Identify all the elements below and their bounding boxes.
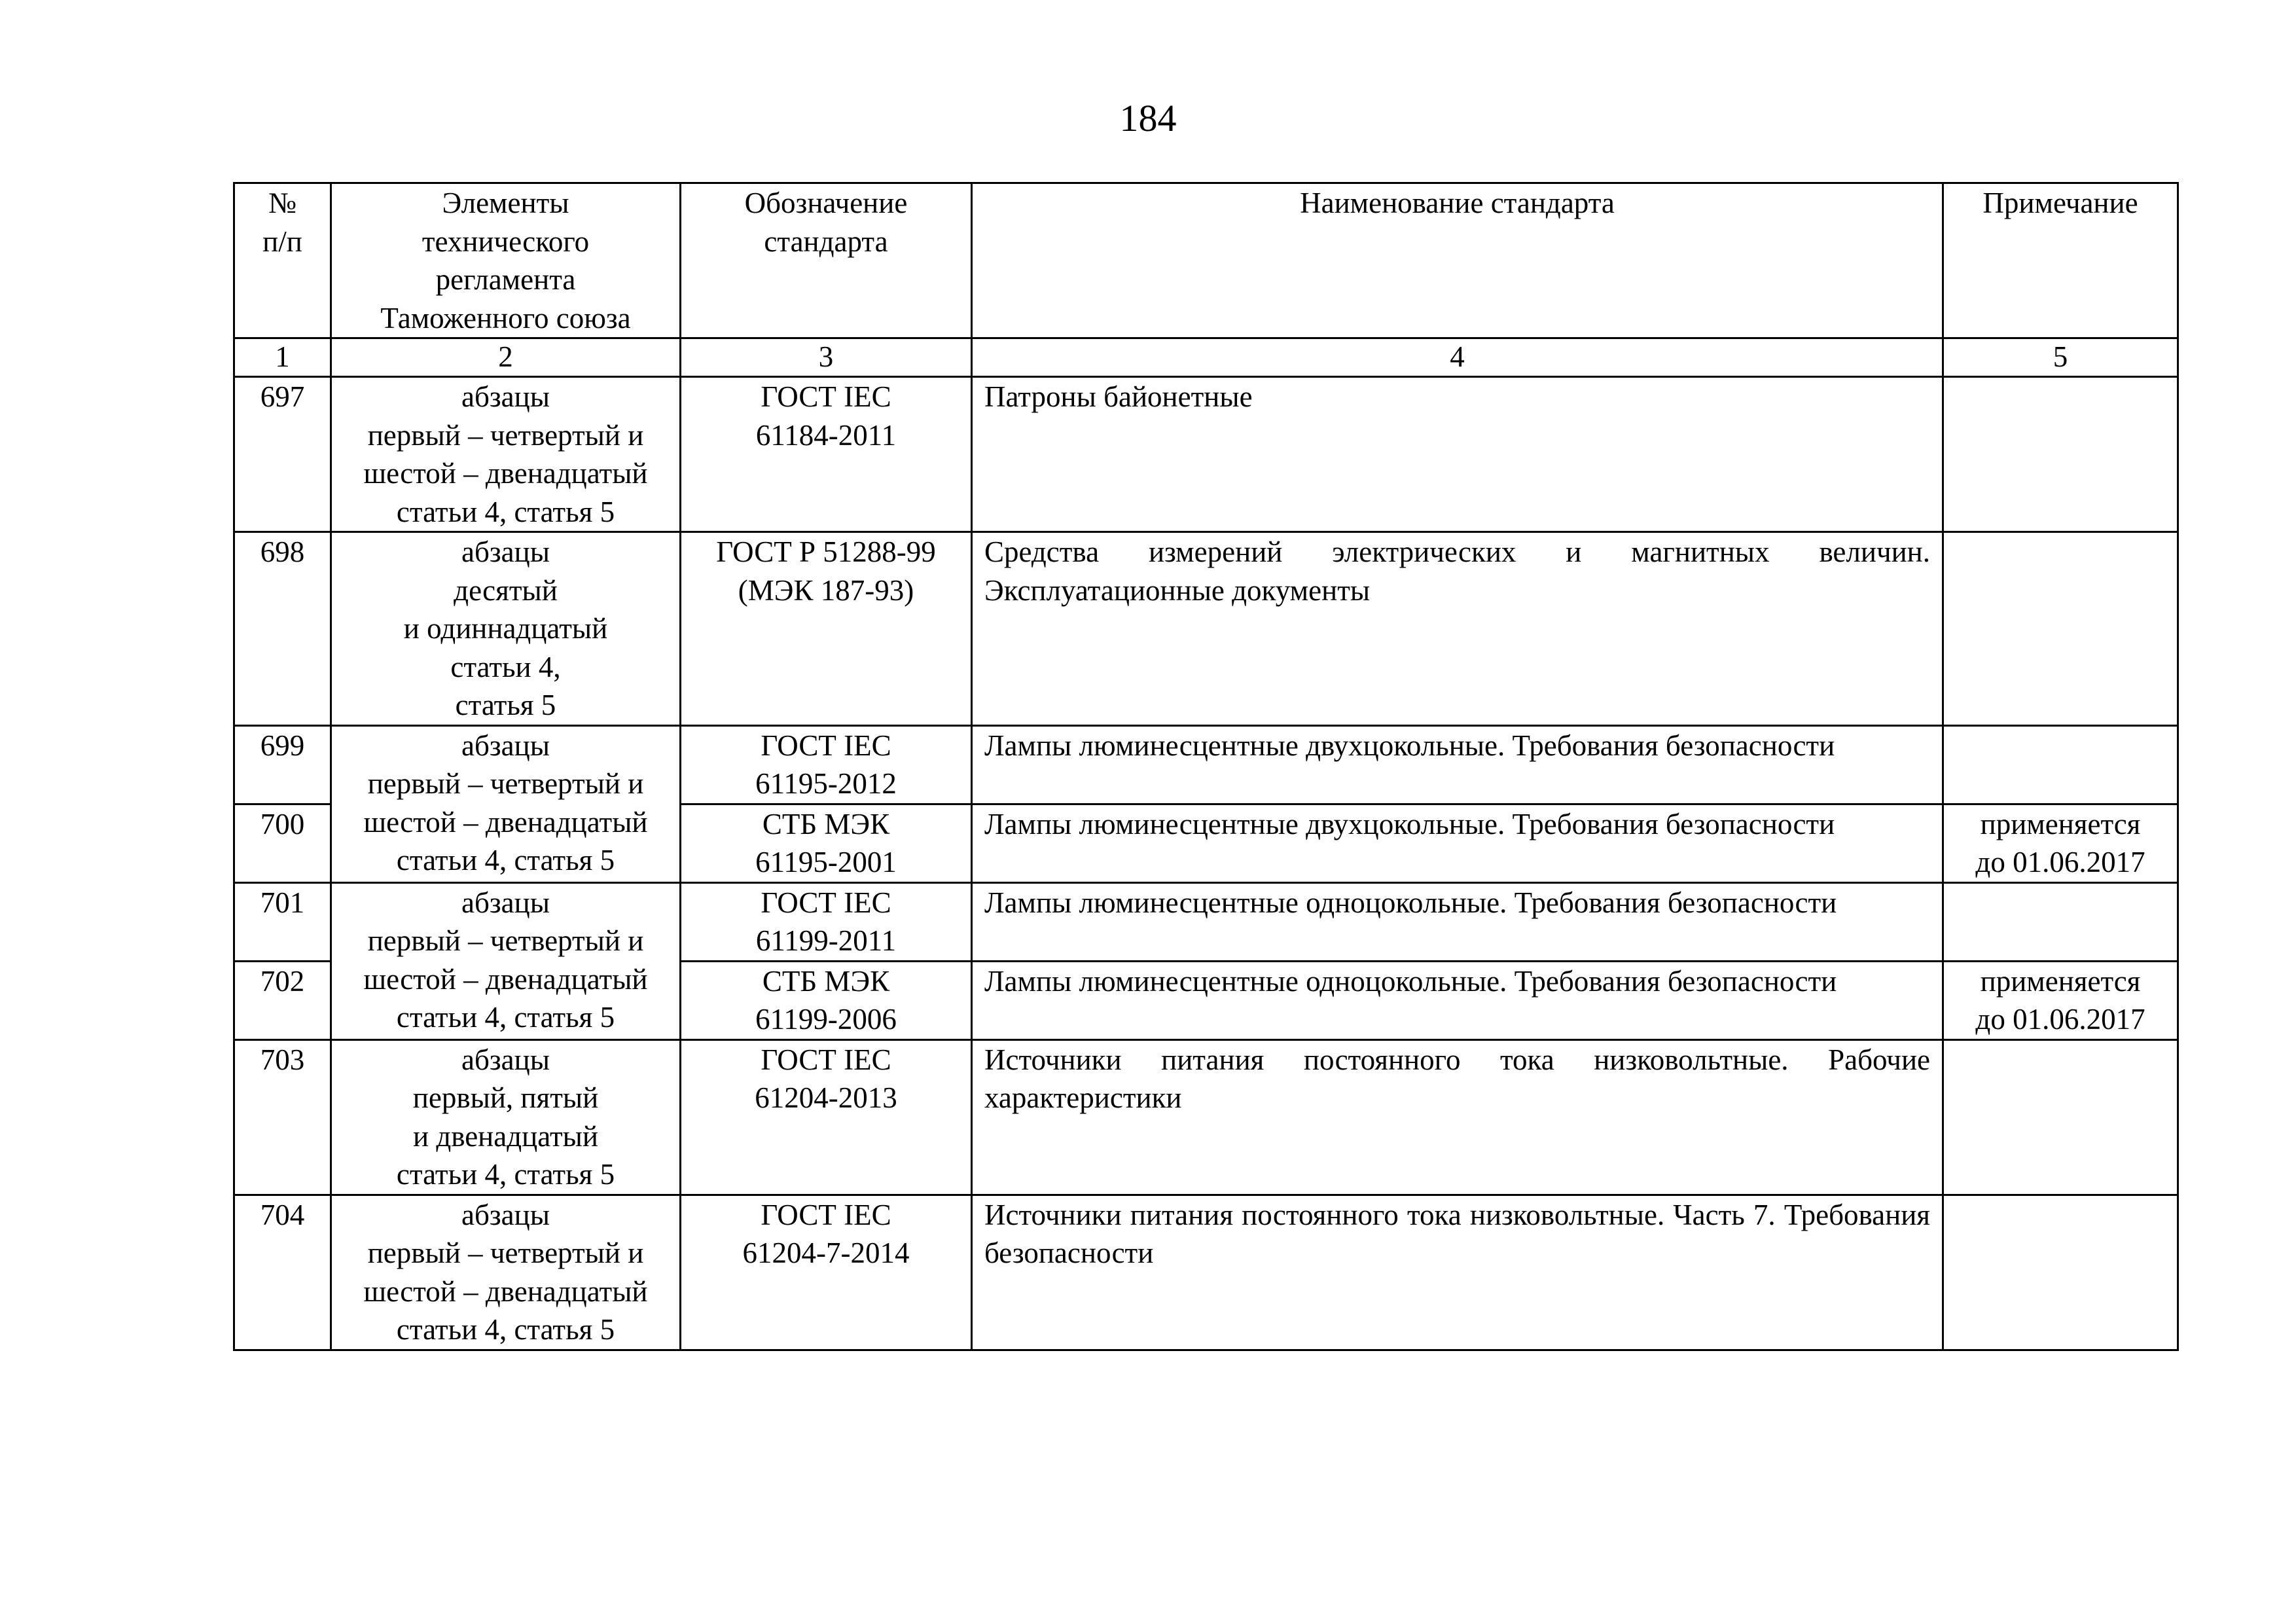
row-standard-name: Лампы люминесцентные одноцокольные. Требования безопасности [972,882,1943,961]
header-designation: Обозначение стандарта [681,183,972,338]
standards-table [233,182,2179,1351]
row-num: 704 [234,1195,331,1350]
row-standard-name: Средства измерений электрических и магнитных величин. Эксплуатационные документы [972,532,1943,726]
row-note [1943,377,2178,532]
row-designation: ГОСТ IEC 61204-2013 [681,1039,972,1195]
page-number: 184 [1119,97,1177,139]
row-standard-name: Источники питания постоянного тока низковольтные. Рабочие характеристики [972,1039,1943,1195]
row-elements: абзацы первый – четвертый и шестой – двенадцатый статьи 4, статья 5 [331,377,681,532]
row-designation: СТБ МЭК 61199-2006 [681,961,972,1039]
row-num: 697 [234,377,331,532]
row-designation: ГОСТ IEC 61184-2011 [681,377,972,532]
row-elements-merged: абзацы первый – четвертый и шестой – двенадцатый статьи 4, статья 5 [331,882,681,1039]
row-standard-name: Лампы люминесцентные одноцокольные. Требования безопасности [972,961,1943,1039]
row-standard-name: Источники питания постоянного тока низковольтные. Часть 7. Требования безопасности [972,1195,1943,1350]
header-name: Наименование стандарта [972,183,1943,338]
row-elements: абзацы десятый и одиннадцатый статьи 4, статья 5 [331,532,681,726]
row-num: 701 [234,882,331,961]
column-number: 5 [1943,338,2178,377]
table-header-row [234,183,2178,338]
column-number: 1 [234,338,331,377]
table-row [234,377,2178,532]
row-num: 698 [234,532,331,726]
row-num: 700 [234,804,331,882]
column-numbers-row [234,338,2178,377]
header-note: Примечание [1943,183,2178,338]
row-designation: ГОСТ IEC 61204-7-2014 [681,1195,972,1350]
row-note [1943,532,2178,726]
table-row [234,882,2178,961]
table-row [234,725,2178,804]
table-row [234,1195,2178,1350]
row-num: 699 [234,725,331,804]
row-elements: абзацы первый – четвертый и шестой – двенадцатый статьи 4, статья 5 [331,1195,681,1350]
table-row [234,532,2178,726]
row-designation: ГОСТ IEC 61195-2012 [681,725,972,804]
column-number: 4 [972,338,1943,377]
row-num: 703 [234,1039,331,1195]
row-note [1943,1195,2178,1350]
row-note: применяется до 01.06.2017 [1943,804,2178,882]
column-number: 3 [681,338,972,377]
row-elements-merged: абзацы первый – четвертый и шестой – двенадцатый статьи 4, статья 5 [331,725,681,882]
row-note [1943,725,2178,804]
header-elements: Элементы технического регламента Таможенного союза [331,183,681,338]
row-num: 702 [234,961,331,1039]
row-designation: ГОСТ IEC 61199-2011 [681,882,972,961]
header-num: № п/п [234,183,331,338]
row-elements: абзацы первый, пятый и двенадцатый статьи 4, статья 5 [331,1039,681,1195]
table-row [234,1039,2178,1195]
row-designation: СТБ МЭК 61195-2001 [681,804,972,882]
row-standard-name: Патроны байонетные [972,377,1943,532]
row-note [1943,1039,2178,1195]
row-note [1943,882,2178,961]
row-standard-name: Лампы люминесцентные двухцокольные. Требования безопасности [972,804,1943,882]
row-standard-name: Лампы люминесцентные двухцокольные. Требования безопасности [972,725,1943,804]
row-note: применяется до 01.06.2017 [1943,961,2178,1039]
column-number: 2 [331,338,681,377]
row-designation: ГОСТ Р 51288-99 (МЭК 187-93) [681,532,972,726]
